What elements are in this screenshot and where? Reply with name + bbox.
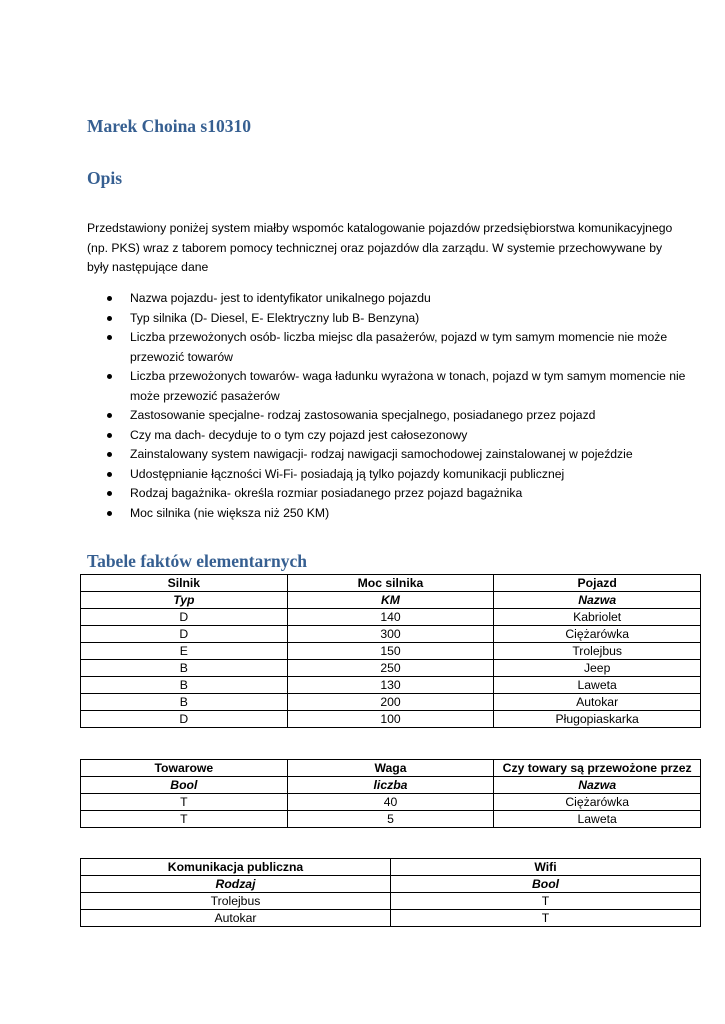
list-item: Czy ma dach- decyduje to o tym czy pojazd jest całosezonowy	[87, 426, 697, 446]
table-cell: Ciężarówka	[494, 626, 701, 643]
table-cell: Trolejbus	[494, 643, 701, 660]
table-row	[81, 910, 701, 927]
description-heading: Opis	[87, 168, 123, 188]
list-item: Liczba przewożonych towarów- waga ładunku wyrażona w tonach, pojazd w tym samym momencie nie może przewozić pasażerów	[87, 367, 697, 406]
table-row	[81, 794, 701, 811]
table-cell: T	[81, 794, 288, 811]
table-cell: Laweta	[494, 811, 701, 828]
table-cell: 5	[287, 811, 494, 828]
table-cell: T	[391, 893, 701, 910]
column-header: Towarowe	[81, 760, 288, 777]
table-row	[81, 660, 701, 677]
column-header: Waga	[287, 760, 494, 777]
column-header: Wifi	[391, 859, 701, 876]
list-item: Udostępnianie łączności Wi-Fi- posiadają ją tylko pojazdy komunikacji publicznej	[87, 465, 697, 485]
column-header: Czy towary są przewożone przez	[494, 760, 701, 777]
column-header: Pojazd	[494, 575, 701, 592]
type-cell: Bool	[391, 876, 701, 893]
table-row	[81, 643, 701, 660]
table-cell: D	[81, 609, 288, 626]
table-cell: 250	[287, 660, 494, 677]
author-heading: Marek Choina s10310	[87, 116, 251, 136]
table-cell: Jeep	[494, 660, 701, 677]
table-cell: Laweta	[494, 677, 701, 694]
table-cell: Autokar	[494, 694, 701, 711]
data-fields-list	[87, 289, 697, 523]
table-cell: B	[81, 677, 288, 694]
table-cell: T	[391, 910, 701, 927]
table-cell: E	[81, 643, 288, 660]
table-cell: 140	[287, 609, 494, 626]
table-cell: 40	[287, 794, 494, 811]
type-cell: Nazwa	[494, 592, 701, 609]
list-item: Moc silnika (nie większa niż 250 KM)	[87, 504, 697, 524]
type-cell: Rodzaj	[81, 876, 391, 893]
table-header-row	[81, 760, 701, 777]
table-row	[81, 609, 701, 626]
column-header: Silnik	[81, 575, 288, 592]
type-cell: Bool	[81, 777, 288, 794]
table-cell: T	[81, 811, 288, 828]
column-header: Komunikacja publiczna	[81, 859, 391, 876]
table-cell: Kabriolet	[494, 609, 701, 626]
list-item: Zainstalowany system nawigacji- rodzaj nawigacji samochodowej zainstalowanej w pojeździe	[87, 445, 697, 465]
table-cell: 200	[287, 694, 494, 711]
table-type-row	[81, 876, 701, 893]
tables-heading: Tabele faktów elementarnych	[87, 551, 308, 571]
table-cell: 100	[287, 711, 494, 728]
table-row	[81, 893, 701, 910]
table-row	[81, 811, 701, 828]
type-cell: Nazwa	[494, 777, 701, 794]
table-cell: Autokar	[81, 910, 391, 927]
table-row	[81, 677, 701, 694]
table-cell: 130	[287, 677, 494, 694]
list-item: Rodzaj bagażnika- określa rozmiar posiadanego przez pojazd bagażnika	[87, 484, 697, 504]
public-transport-wifi-table	[80, 858, 701, 927]
table-cell: B	[81, 694, 288, 711]
table-header-row	[81, 859, 701, 876]
type-cell: KM	[287, 592, 494, 609]
list-item: Zastosowanie specjalne- rodzaj zastosowania specjalnego, posiadanego przez pojazd	[87, 406, 697, 426]
list-item: Nazwa pojazdu- jest to identyfikator unikalnego pojazdu	[87, 289, 697, 309]
table-cell: Pługopiaskarka	[494, 711, 701, 728]
list-item: Liczba przewożonych osób- liczba miejsc dla pasażerów, pojazd w tym samym momencie nie może przewozić towarów	[87, 328, 697, 367]
table-row	[81, 626, 701, 643]
table-cell: 150	[287, 643, 494, 660]
table-cell: D	[81, 626, 288, 643]
table-type-row	[81, 592, 701, 609]
table-cell: Trolejbus	[81, 893, 391, 910]
type-cell: Typ	[81, 592, 288, 609]
table-cell: Ciężarówka	[494, 794, 701, 811]
engine-power-vehicle-table	[80, 574, 701, 728]
table-type-row	[81, 777, 701, 794]
cargo-weight-table	[80, 759, 701, 828]
table-cell: 300	[287, 626, 494, 643]
table-cell: D	[81, 711, 288, 728]
intro-paragraph: Przedstawiony poniżej system miałby wspomóc katalogowanie pojazdów przedsiębiorstwa komunikacyjnego (np. PKS) wraz z taborem pomocy technicznej oraz pojazdów dla zarządu. W systemie przechowywane by były następujące dane	[87, 221, 673, 274]
list-item: Typ silnika (D- Diesel, E- Elektryczny lub B- Benzyna)	[87, 309, 697, 329]
table-header-row	[81, 575, 701, 592]
table-row	[81, 711, 701, 728]
column-header: Moc silnika	[287, 575, 494, 592]
table-row	[81, 694, 701, 711]
table-cell: B	[81, 660, 288, 677]
type-cell: liczba	[287, 777, 494, 794]
